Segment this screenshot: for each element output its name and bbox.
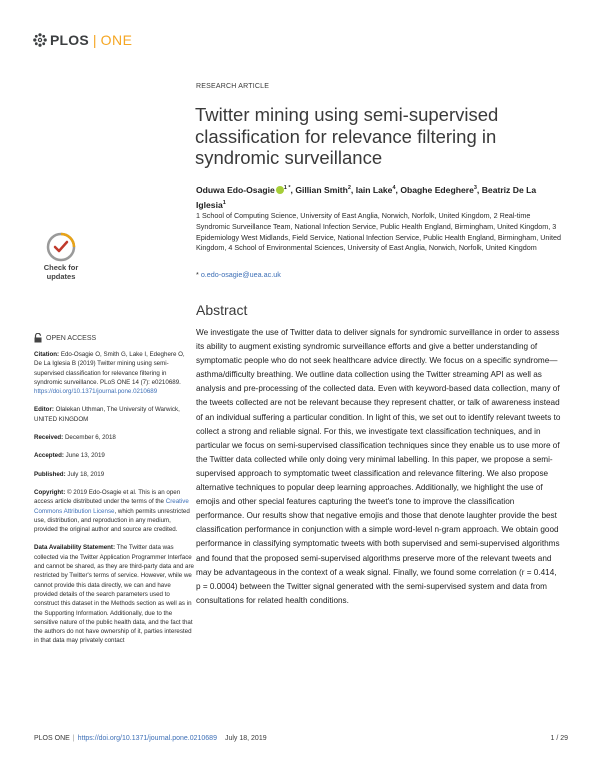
received-date: December 6, 2018 xyxy=(64,434,116,442)
copyright-text-cont: , which permits unrestricted use, distribution, and reproduction in any medium, provided the original author and source are credited. xyxy=(34,507,190,534)
open-access-label: OPEN ACCESS xyxy=(46,334,97,342)
open-lock-icon xyxy=(34,333,42,343)
author-affiliation-marker: 4 xyxy=(392,185,396,191)
received-block xyxy=(34,433,194,442)
citation-text: Edo-Osagie O, Smith G, Lake I, Edeghere O, De La Iglesia B (2019) Twitter mining using semi-supervised classification for relevance filtering in syndromic surveillance. PLoS ONE 14 (7): e0210689. xyxy=(34,351,185,386)
author-affiliation-marker: 3 xyxy=(473,185,477,191)
check-updates-line1: Check for xyxy=(43,263,79,272)
accepted-date: June 13, 2019 xyxy=(65,452,105,460)
author-name[interactable]: Gillian Smith xyxy=(295,184,348,195)
orcid-icon[interactable] xyxy=(276,186,284,194)
journal-name-right: ONE xyxy=(100,32,133,48)
footer-page-number: 1 / 29 xyxy=(550,735,568,742)
copyright-block xyxy=(34,488,194,534)
article-type: RESEARCH ARTICLE xyxy=(196,83,270,90)
data-availability-label: Data Availability Statement: xyxy=(34,544,116,552)
open-access-badge xyxy=(34,333,96,343)
accepted-block xyxy=(34,451,194,460)
email-link[interactable]: o.edo-osagie@uea.ac.uk xyxy=(200,270,281,279)
copyright-label: Copyright: xyxy=(34,488,66,496)
accepted-label: Accepted: xyxy=(34,452,64,460)
check-updates-line2: updates xyxy=(46,271,76,281)
abstract-heading: Abstract xyxy=(196,302,248,318)
footer-left: PLOS ONE | https://doi.org/10.1371/journal.pone.0210689 July 18, 2019 xyxy=(34,735,267,742)
article-title: Twitter mining using semi-supervised classification for relevance filtering in syndromic surveillance xyxy=(195,104,499,168)
page-footer xyxy=(34,735,568,742)
check-for-updates-icon xyxy=(46,232,76,262)
check-for-updates-badge[interactable] xyxy=(33,232,89,288)
citation-doi-link[interactable]: https://doi.org/10.1371/journal.pone.0210689 xyxy=(34,388,158,396)
journal-logo xyxy=(33,32,132,48)
copyright-text: © 2019 Edo-Osagie et al. This is an open access article distributed under the terms of the xyxy=(34,488,181,506)
data-availability-text: The Twitter data was collected via the Twitter Application Programmer Interface and cannot be shared, as they are third-party data and are restricted by Twitter's terms of service. However, while we cannot provide this data directly, we can and have provided details of the search parameters used to construct this dataset in the Methods section as well as in the Supporting Information. Additionally, due to the sensitive nature of the public health data, and the fact that the authors do not have ownership of it, parties interested in that data may privately contact xyxy=(34,544,194,645)
author-name[interactable]: Iain Lake xyxy=(355,184,393,195)
received-label: Received: xyxy=(34,434,64,442)
footer-journal: PLOS ONE xyxy=(34,735,70,742)
data-availability-block xyxy=(34,543,194,645)
author-affiliation-marker: 1 * xyxy=(283,185,291,191)
journal-name-divider: | xyxy=(92,32,97,48)
editor-text: Olalekan Uthman, The University of Warwick, UNITED KINGDOM xyxy=(34,406,180,423)
editor-label: Editor: xyxy=(34,406,54,414)
footer-date: July 18, 2019 xyxy=(224,735,267,742)
author-affiliation-marker: 2 xyxy=(347,185,351,191)
license-link[interactable]: Creative Commons Attribution License xyxy=(34,498,189,515)
editor-block xyxy=(34,405,194,424)
corresponding-marker: * xyxy=(196,270,199,279)
published-label: Published: xyxy=(34,470,66,478)
citation-label: Citation: xyxy=(34,351,60,358)
published-block xyxy=(34,470,194,479)
journal-name-left: PLOS xyxy=(50,32,89,48)
published-date: July 18, 2019 xyxy=(67,470,105,478)
affiliations: 1 School of Computing Science, University of East Anglia, Norwich, Norfolk, United Kingdom, 2 Real-time Syndromic Surveillance Team, National Infection Service, Public Health England, Birmingham, United Kingdom, 3 Epidemiology West Midlands, Field Service, National Infection Service, Public Health England, Birmingham, United Kingdom, 4 School of Environmental Sciences, University of East Anglia, Norwich, Norfolk, United Kingdom xyxy=(196,211,562,253)
author-name[interactable]: Oduwa Edo-Osagie xyxy=(196,184,275,195)
author-list: Oduwa Edo-Osagie $^{1 *}$, Gillian Smith$^2$, Iain Lake$^4$, Obaghe Edeghere$^3$, Beatriz De La Iglesia$^1$ xyxy=(196,184,537,210)
author-name[interactable]: Obaghe Edeghere xyxy=(400,184,474,195)
abstract-body: We investigate the use of Twitter data to deliver signals for syndromic surveillance in order to assess its ability to augment existing syndromic surveillance efforts and give a better understanding of symptomatic people who do not seek healthcare advice directly. We focus on a specific syndrome—asthma/difficulty breathing. We outline data collection using the Twitter streaming API as well as analysis and pre-processing of the collected data. Even with keyword-based data collection, many of the tweets collected are not be relevant because they represent chatter, or talk of awareness instead of an individual suffering a particular condition. In light of this, we set out to identify relevant tweets to collect a strong and reliable signal. For this, we investigate text classification techniques, and in particular we focus on semi-supervised classification techniques since they enable us to use more of the Twitter data collected while only doing very minimal labelling. In this paper, we propose a semi-supervised approach to symptomatic tweet classification and relevance filtering. We also propose alternative techniques to popular deep learning approaches. Additionally, we highlight the use of emojis and other special features capturing the tweet's tone to improve the classification performance. Our results show that negative emojis and those that denote laughter provide the best classification performance in conjunction with a simple word-level n-gram approach. We obtain good performance in classifying symptomatic tweets with both supervised and semi-supervised algorithms and found that the proposed semi-supervised algorithms preserve more of the relevant tweets and may be advantageous in the context of a weak signal. Finally, we found some correlation (r = 0.414, p = 0.0004) between the Twitter signal generated with the semi-supervised system and data from consultations for related health conditions. xyxy=(196,328,561,605)
article-metadata-sidebar xyxy=(34,350,194,655)
corresponding-email xyxy=(196,270,281,279)
author-name[interactable]: Beatriz De La Iglesia xyxy=(196,184,537,210)
footer-doi-link[interactable]: https://doi.org/10.1371/journal.pone.0210689 xyxy=(77,735,217,742)
author-affiliation-marker: 1 xyxy=(222,199,226,206)
citation-block xyxy=(34,350,194,396)
plos-asterisk-icon xyxy=(33,33,47,47)
